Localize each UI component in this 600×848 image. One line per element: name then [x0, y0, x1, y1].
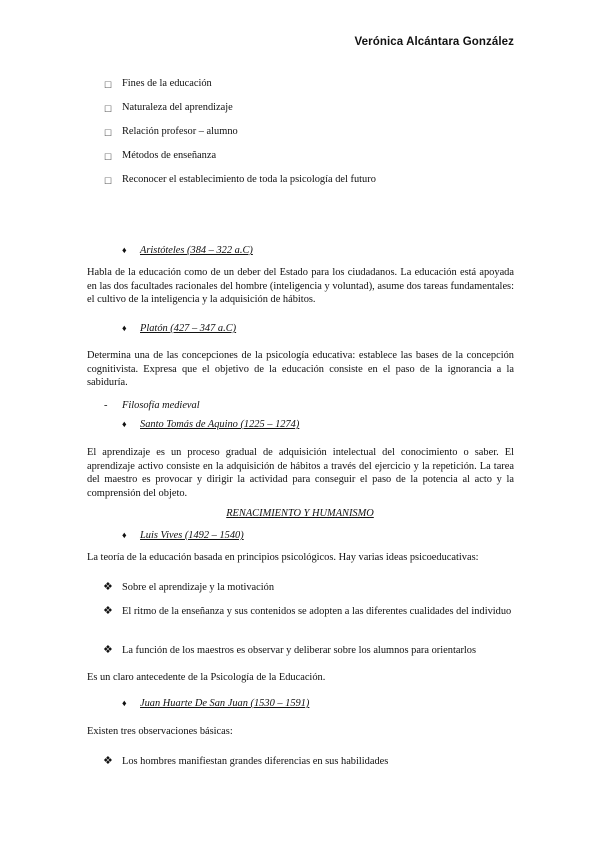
heading-title: Aristóteles (384 – 322 a.C): [140, 245, 253, 256]
paragraph-aristoteles: Habla de la educación como de un deber del Estado para los ciudadanos. La educación está apoyada en las dos facultades racionales del hombre (inteligencia y voluntad), asume dos tareas fundamentales: el cultivo de la inteligencia y la adquisición de hábitos.: [87, 267, 514, 306]
list-item: Sobre el aprendizaje y la motivación: [122, 582, 275, 593]
square-bullet-icon: ☐: [104, 152, 113, 162]
diamond-bullet-icon: ♦: [122, 530, 127, 540]
section-title-renacimiento: RENACIMIENTO Y HUMANISMO: [226, 508, 374, 519]
paragraph-huarte-intro: Existen tres observaciones básicas:: [87, 726, 233, 737]
heading-title: Juan Huarte De San Juan (1530 – 1591): [140, 698, 310, 709]
paragraph-tomas: El aprendizaje es un proceso gradual de adquisición intelectual del conocimiento o saber. El aprendizaje activo consiste en la adquisición de hábitos a través del ejercicio y la repetición. La tarea del maestro es provocar y dirigir la actividad para conseguir el paso de la potencia al acto y la comprensión del objeto.: [87, 447, 514, 499]
four-diamond-bullet-icon: ❖: [103, 605, 113, 617]
diamond-bullet-icon: ♦: [122, 245, 127, 255]
square-bullet-icon: ☐: [104, 128, 113, 138]
four-diamond-bullet-icon: ❖: [103, 644, 113, 656]
list-item: Métodos de enseñanza: [122, 150, 217, 161]
square-bullet-icon: ☐: [104, 80, 113, 90]
square-bullet-icon: ☐: [104, 176, 113, 186]
list-item: Naturaleza del aprendizaje: [122, 102, 233, 113]
list-item: Reconocer el establecimiento de toda la psicología del futuro: [122, 174, 376, 185]
four-diamond-bullet-icon: ❖: [103, 755, 113, 767]
four-diamond-bullet-icon: ❖: [103, 581, 113, 593]
diamond-bullet-icon: ♦: [122, 698, 127, 708]
list-item: Los hombres manifiestan grandes diferencias en sus habilidades: [122, 756, 389, 767]
list-item: La función de los maestros es observar y deliberar sobre los alumnos para orientarlos: [122, 645, 477, 656]
diamond-bullet-icon: ♦: [122, 323, 127, 333]
author-name: Verónica Alcántara González: [354, 36, 514, 48]
paragraph-vives-intro: La teoría de la educación basada en principios psicológicos. Hay varias ideas psicoeducativas:: [87, 552, 479, 563]
paragraph-platon: Determina una de las concepciones de la psicología educativa: establece las bases de la concepción cognitivista. Expresa que el objetivo de la educación consiste en el paso de la ignorancia a la sabiduría.: [87, 350, 514, 389]
subsection-label: Filosofía medieval: [122, 400, 200, 411]
paragraph-vives-closing: Es un claro antecedente de la Psicología de la Educación.: [87, 672, 326, 683]
square-bullet-icon: ☐: [104, 104, 113, 114]
heading-title: Platón (427 – 347 a.C): [140, 323, 237, 334]
list-item: Fines de la educación: [122, 78, 212, 89]
dash-bullet: -: [104, 400, 108, 411]
heading-title: Santo Tomás de Aquino (1225 – 1274): [140, 419, 300, 430]
list-item: Relación profesor – alumno: [122, 126, 238, 137]
diamond-bullet-icon: ♦: [122, 419, 127, 429]
list-item: El ritmo de la enseñanza y sus contenidos se adopten a las diferentes cualidades del individuo: [122, 606, 512, 617]
heading-title: Luis Vives (1492 – 1540): [140, 530, 244, 541]
